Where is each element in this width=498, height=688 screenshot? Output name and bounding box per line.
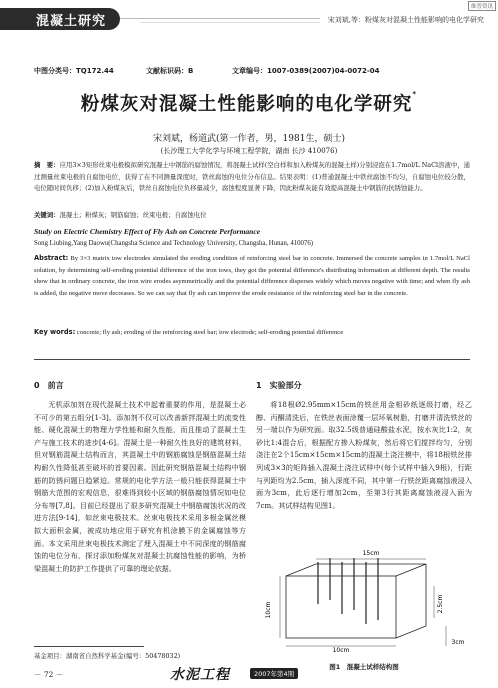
wire-group: [318, 558, 378, 624]
clc-number: 中图分类号：TQ172.44: [34, 67, 114, 75]
english-title: Study on Electric Chemistry Effect of Fly Ash on Concrete Performance: [34, 227, 261, 236]
dimension-lines: [280, 559, 446, 646]
footnote-rule: [34, 646, 144, 647]
keywords-en-label: Key words:: [34, 328, 76, 336]
abstract-en-label: Abstract:: [34, 254, 69, 262]
keywords-cn-text: 混凝土；粉煤灰；钢筋腐蚀；丝束电极；自腐蚀电位: [59, 211, 207, 219]
introduction-paragraph: 无机添加剂在现代混凝土技术中起着重要的作用，是混凝土必不可少的第五组分[1-3]。添加剂不仅可以改善新拌混凝土的流变性能、硬化混凝土的物理力学性能和耐久性能，而且推动了混凝土生产与施工技术的进步[4-6]。混凝土是一种耐久性良好的建筑材料，但对钢筋混凝土结构而言，其混凝土中的钢筋腐蚀是钢筋混凝土结构耐久性降低甚至破坏的首要因素。因此研究钢筋混凝土结构中钢筋的防锈问题日趋紧迫。常规的电化学方法一般只能获得混凝土中钢筋大范围的宏观信息，很难得到较小区域的钢筋腐蚀情况如电位分布等[7,8]。目前已经提出了很多研究混凝土中钢筋腐蚀状况的改进方法[9-14]，如丝束电极技术。丝束电极技术采用多根金属丝模拟大面积金属，被成功地应用于研究有机涂膜下的金属腐蚀等方面。本文采用丝束电极技术测定了埋入混凝土中不同深度的钢筋腐蚀的电位分布，探讨添加粉煤灰对混凝土抗腐蚀性能的影响，为桥梁混凝土的防护工作提供了可靠的理论依据。: [34, 400, 246, 573]
dim-label-top: 15cm: [362, 550, 380, 557]
section-label: 混凝土研究: [36, 14, 107, 29]
section-heading-experiment: 1 实验部分: [256, 381, 302, 390]
paper-title-text: 粉煤灰对混凝土性能影响的电化学研究: [80, 94, 413, 115]
figure-specimen-diagram: [256, 550, 472, 654]
keywords-cn-label: 关键词：: [34, 211, 60, 219]
experiment-body: [256, 399, 472, 512]
running-title: 宋刘斌,等：粉煤灰对混凝土性能影响的电化学研究: [327, 16, 484, 24]
funding-footnote: 基金项目：湖南省自然科学基金(编号：50478032): [34, 652, 181, 660]
introduction-body: [34, 399, 246, 575]
keywords-en: [34, 327, 470, 339]
title-footnote-mark: *: [412, 90, 418, 98]
journal-name: 水泥工程: [170, 667, 230, 683]
dim-label-bottom: 10cm: [332, 647, 350, 654]
abstract-en: [34, 253, 470, 299]
article-number: 文章编号：1007-0389(2007)04-0072-04: [232, 67, 380, 75]
page-number: － 72 －: [34, 670, 64, 679]
cube-top-face: [286, 564, 426, 576]
document-code: 文献标识码：B: [146, 67, 194, 75]
affiliation: (长沙理工大学化学与环境工程学院，湖南 长沙 410076): [160, 147, 338, 155]
keywords-cn: [34, 210, 470, 222]
paper-title: [0, 90, 498, 116]
dim-label-left: 10cm: [265, 601, 272, 619]
cube-side-face: [396, 564, 426, 638]
dim-label-gap: 2.5cm: [437, 594, 444, 614]
dim-label-depth: 3cm: [451, 639, 465, 646]
author-line: 宋刘斌，杨道武(第一作者，男，1981生，硕士): [153, 134, 345, 144]
cube-outline: [286, 564, 426, 638]
experiment-paragraph: 将18根Ø2.95mm×15cm的铁丝用金相砂纸逐级打磨，经乙醇、丙酮清洗后，在铁丝表面涂覆一层环氧树脂，打磨并清洗铁丝的另一端以作为研究面。取32.5级普通硅酸盐水泥，按水灰比1:2，灰砂比1:4混合后，根据配方掺入粉煤灰，然后将它们搅拌均匀，分别浇注在2个15cm×15cm×15cm的混凝土浇注模中，将18根铁丝排列成3×3的矩阵插入混凝土浇注试样中(每个试样中插入9根)，行距与列距均为2.5cm，插入深度不同，其中第一行铁丝距离腐蚀液浸入面为3cm，此后逐行增加2cm，至第3行其距离腐蚀液浸入面为7cm。其试样结构见图1。: [256, 400, 472, 510]
section-heading-introduction: 0 前言: [34, 381, 64, 390]
source-tag: 维普资讯: [468, 1, 496, 11]
specimen-diagram-svg: [256, 550, 472, 654]
header-rule: [120, 18, 320, 19]
issue-badge: 2007年第4期: [250, 668, 298, 679]
abstract-cn: [34, 160, 470, 195]
header-band: [0, 0, 498, 34]
cube-front-face: [286, 576, 396, 638]
abstract-en-text: By 3×3 matrix tow electrodes simulated the eroding condition of reinforcing steel bar in concrete. Immersed the concrete samples in 1.7mol/L NaCl solution, by determining self-eroding potential difference of the iron tows, they got the potential difference's distributing information at different depth. The results show that in ordinary concrete, the iron wire erodes asymmetrically and the potential difference disperses widely which moves negative with time; and when fly ash is added, the negative move decreases. So we can say that fly ash can improve the erode resistance of the reinforcing steel bar in the concrete.: [34, 255, 470, 297]
abstract-cn-text: 应用3×3矩形丝束电极模拟研究混凝土中钢筋的腐蚀情况，将混凝土试样(空白样和加入粉煤灰的混凝土样)分别浸泡在1.7mol/L NaCl溶液中，通过测量丝束电极的自腐蚀电位，获得了在不同测量深度时，铁丝腐蚀的电位分布信息。结果表明：(1)普通混凝土中铁丝腐蚀不均匀，自腐蚀电位较分散，电位随时间负移；(2)加入粉煤灰后，铁丝自腐蚀电位负移量减少，腐蚀程度显著下降，因此粉煤灰能有效提高混凝土中钢筋的抗锈蚀能力。: [34, 161, 471, 192]
abstract-cn-label: 摘 要：: [34, 161, 60, 169]
keywords-en-text: concrete; fly ash; eroding of the reinforcing steel bar; tow electrode; self-eroding potential difference: [75, 329, 344, 336]
header-rule-secondary: [140, 22, 320, 23]
figure-caption: 图1 混凝土试样结构图: [329, 663, 399, 671]
abstract-divider: [34, 359, 470, 360]
english-authors: Song Liubing,Yang Daowu(Changsha Science and Technology University, Changsha, Hunan, 410076): [34, 240, 313, 247]
